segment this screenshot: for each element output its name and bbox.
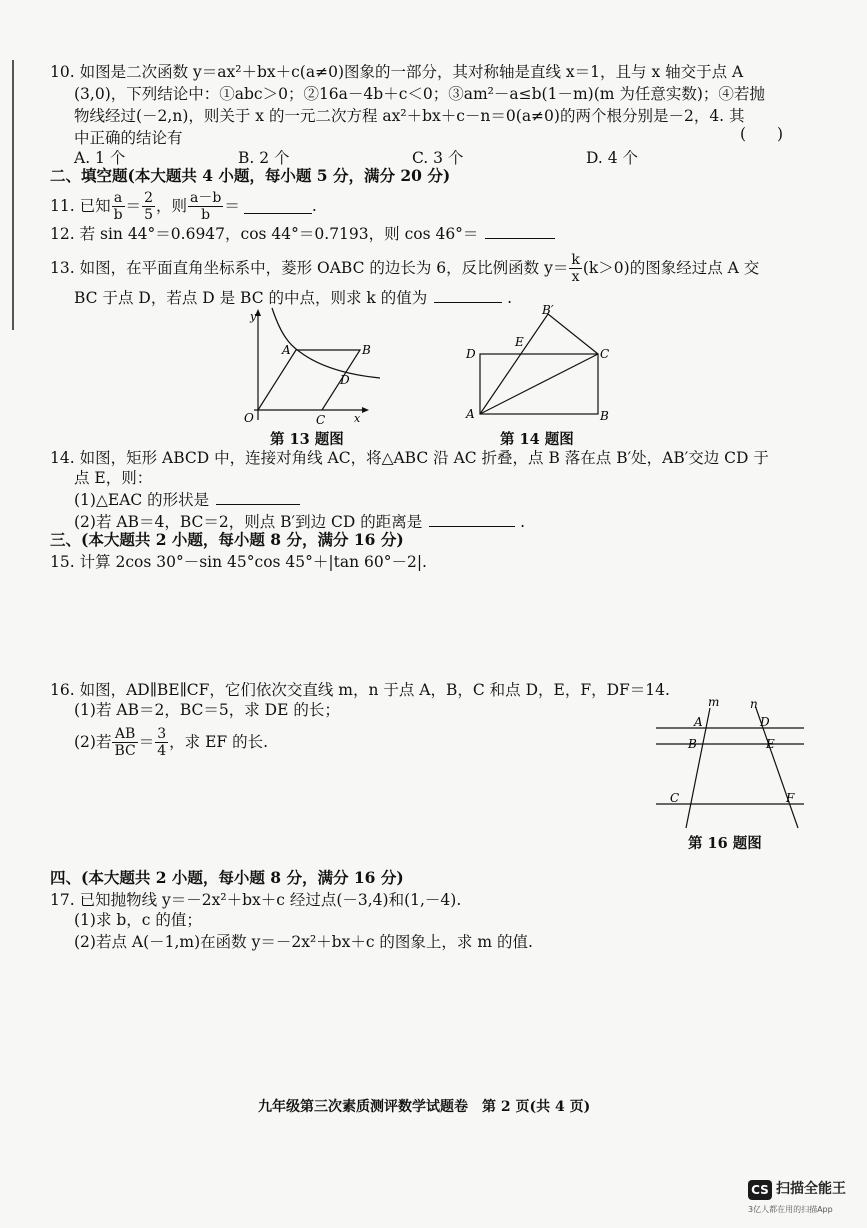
- fig14-folded-triangle: [480, 314, 598, 414]
- q10-option-d: D. 4 个: [586, 149, 639, 167]
- figure-16-caption: 第 16 题图: [688, 835, 762, 852]
- q17-sub1: (1)求 b，c 的值；: [74, 911, 202, 929]
- q14-period: .: [520, 513, 526, 531]
- q11-prefix: 11. 已知: [50, 197, 111, 215]
- q10-option-a: A. 1 个: [74, 149, 126, 167]
- fig16-label-d: D: [760, 715, 770, 729]
- fig13-label-c: C: [316, 413, 326, 424]
- q13-line1-pre: 13. 如图，在平面直角坐标系中，菱形 OABC 的边长为 6，反比例函数 y＝: [50, 259, 569, 277]
- fig13-label-o: O: [244, 411, 254, 424]
- q13-answer-blank: [434, 288, 502, 303]
- q14-sub2-text: (2)若 AB＝4，BC＝2，则点 B′到边 CD 的距离是: [74, 513, 423, 531]
- q14-line1: 14. 如图，矩形 ABCD 中，连接对角线 AC，将△ABC 沿 AC 折叠，点 B 落在点 B′处，AB′交边 CD 于: [50, 449, 769, 467]
- fig14-label-a: A: [466, 407, 475, 421]
- fig13-label-x: x: [354, 412, 361, 424]
- fig14-label-b-prime: B′: [542, 303, 554, 317]
- q11-fraction-a-over-b: $\frac{a}{b}$: [113, 189, 123, 223]
- q16-sub2-pre: (2)若: [74, 733, 112, 751]
- question-11: [50, 188, 317, 224]
- q16-sub2-post: ，求 EF 的长.: [169, 733, 269, 751]
- binding-margin-line: [12, 60, 14, 330]
- q17-sub2: (2)若点 A(－1,m)在函数 y＝－2x²＋bx＋c 的图象上，求 m 的值.: [74, 933, 533, 951]
- figure-13-caption: 第 13 题图: [270, 431, 344, 448]
- q17-line1: 17. 已知抛物线 y＝－2x²＋bx＋c 经过点(－3,4)和(1,－4).: [50, 891, 462, 909]
- scanner-logo-badge: CS: [748, 1180, 772, 1200]
- question-15: 15. 计算 2cos 30°－sin 45°cos 45°＋|tan 60°－2|.: [50, 553, 427, 571]
- section-3-heading: 三、(本大题共 2 小题，每小题 8 分，满分 16 分): [50, 530, 404, 549]
- fig13-label-b: B: [362, 343, 371, 357]
- q12-answer-blank: [485, 224, 555, 239]
- q11-then: ，则: [155, 197, 187, 215]
- question-13-line1: [50, 250, 759, 286]
- question-12: [50, 224, 555, 244]
- q13-line2-text: BC 于点 D，若点 D 是 BC 的中点，则求 k 的值为: [74, 289, 428, 307]
- q16-sub1: (1)若 AB＝2，BC＝5，求 DE 的长；: [74, 701, 340, 719]
- figure-16-diagram: [650, 694, 810, 830]
- fig13-label-d: D: [340, 373, 350, 387]
- q16-equals: ＝: [138, 733, 155, 751]
- q10-line1: 10. 如图是二次函数 y＝ax²＋bx＋c(a≠0)图象的一部分，其对称轴是直线 x＝1，且与 x 轴交于点 A: [50, 63, 744, 81]
- q10-answer-paren: ( ): [740, 125, 784, 143]
- q16-fraction-3-over-4: $\frac{3}{4}$: [157, 725, 167, 759]
- q14-sub2-blank: [429, 512, 515, 527]
- q14-sub1: [74, 490, 300, 510]
- scanner-logo-tagline: 3亿人都在用的扫描App: [748, 1205, 833, 1214]
- q11-answer-blank: [244, 199, 312, 214]
- q10-line3: 物线经过(－2,n)，则关于 x 的一元二次方程 ax²＋bx＋c－n＝0(a≠0)的两个根分别是－2，4. 其: [74, 107, 745, 125]
- q16-fraction-ab-over-bc: $\frac{AB}{BC}$: [114, 725, 136, 759]
- fig16-label-c: C: [670, 791, 680, 805]
- q14-sub2: [74, 512, 525, 532]
- fig13-label-y: y: [250, 310, 257, 323]
- fig14-label-b: B: [600, 409, 609, 423]
- q16-sub2: [74, 720, 268, 764]
- q16-line1: 16. 如图，AD∥BE∥CF，它们依次交直线 m，n 于点 A，B，C 和点 D，E，F，DF＝14.: [50, 681, 670, 699]
- figure-13-diagram: [236, 302, 386, 424]
- section-2-heading: 二、填空题(本大题共 4 小题，每小题 5 分，满分 20 分): [50, 166, 451, 185]
- q14-sub1-blank: [216, 490, 300, 505]
- fig14-label-d: D: [466, 347, 476, 361]
- q10-option-c: C. 3 个: [412, 149, 464, 167]
- fig14-diagonal-ac: [480, 354, 598, 414]
- q13-period: .: [507, 289, 513, 307]
- fig16-label-e: E: [766, 737, 775, 751]
- fig13-label-a: A: [282, 343, 291, 357]
- scanner-logo-name: 扫描全能王: [776, 1181, 846, 1197]
- section-4-heading: 四、(本大题共 2 小题，每小题 8 分，满分 16 分): [50, 868, 404, 887]
- figure-14-diagram: [462, 302, 622, 424]
- fig16-label-m: m: [708, 695, 720, 709]
- q10-line2: (3,0)，下列结论中：①abc＞0；②16a－4b＋c＜0；③am²－a≤b(1－m)(m 为任意实数)；④若抛: [74, 85, 765, 103]
- q11-period: .: [311, 197, 317, 215]
- fig14-label-e: E: [515, 335, 524, 349]
- q14-sub1-text: (1)△EAC 的形状是: [74, 491, 210, 509]
- q13-fraction-k-over-x: $\frac{k}{x}$: [571, 251, 580, 285]
- q12-text: 12. 若 sin 44°＝0.6947，cos 44°＝0.7193，则 cos 46°＝: [50, 225, 479, 243]
- q11-equals-2: ＝: [224, 197, 240, 215]
- fig16-label-n: n: [750, 697, 758, 711]
- page-footer: 九年级第三次素质测评数学试题卷 第 2 页(共 4 页): [258, 1099, 591, 1115]
- q10-line4: 中正确的结论有: [74, 129, 183, 147]
- fig16-label-f: F: [786, 791, 795, 805]
- q13-line1-post: (k＞0)的图象经过点 A 交: [582, 259, 760, 277]
- fig13-x-arrow: [362, 407, 369, 413]
- q10-option-b: B. 2 个: [238, 149, 290, 167]
- q11-fraction-2-over-5: $\frac{2}{5}$: [144, 189, 153, 223]
- fig16-label-b: B: [688, 737, 697, 751]
- q14-line2: 点 E，则：: [74, 469, 153, 487]
- q11-fraction-amb-over-b: $\frac{a-b}{b}$: [190, 189, 222, 223]
- fig16-label-a: A: [694, 715, 703, 729]
- q11-equals: ＝: [125, 197, 142, 215]
- fig14-label-c: C: [600, 347, 610, 361]
- figure-14-caption: 第 14 题图: [500, 431, 574, 448]
